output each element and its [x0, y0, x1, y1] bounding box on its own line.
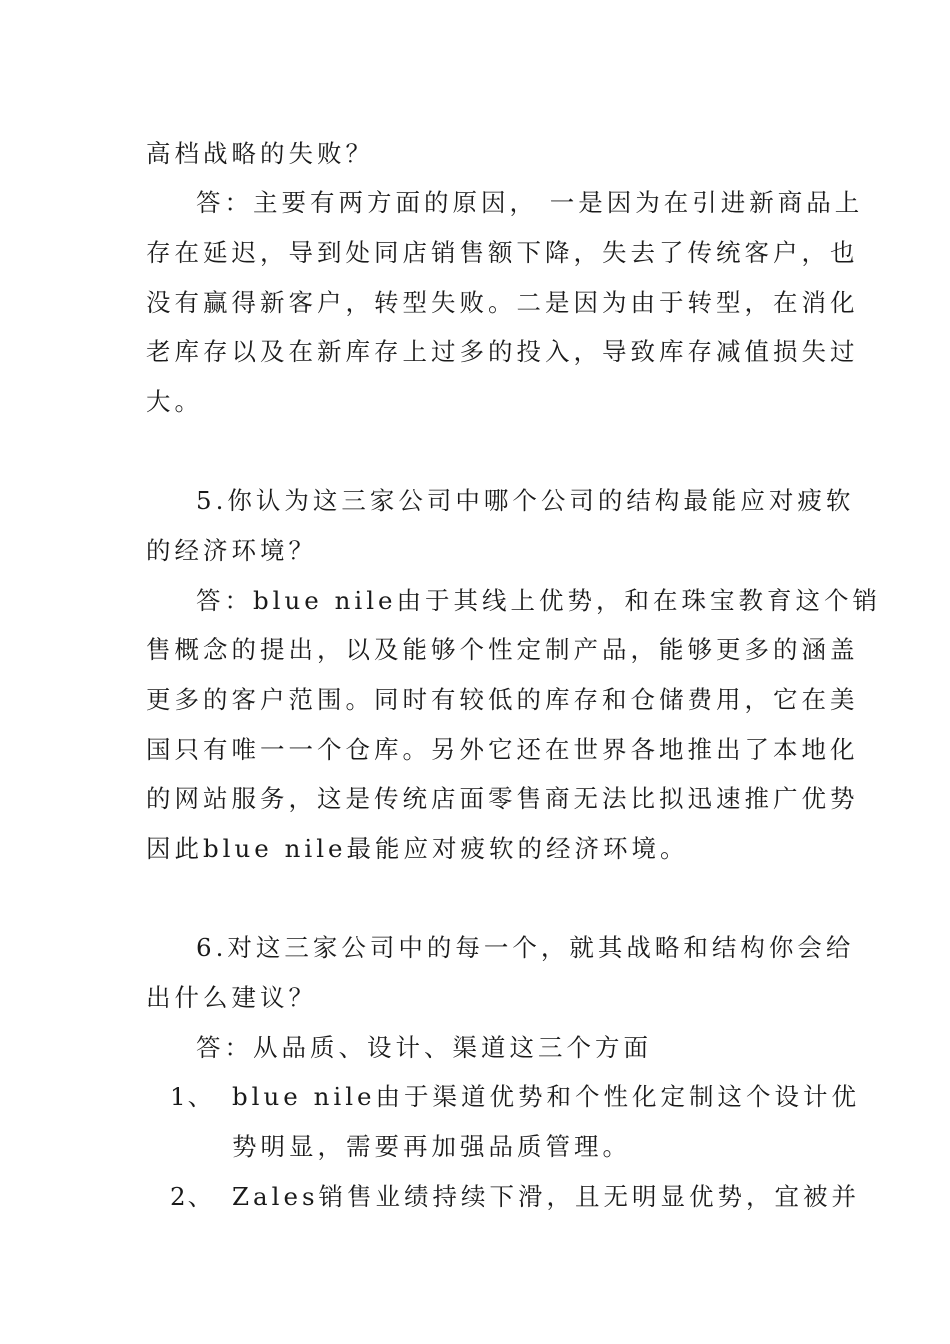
list-item-line: blue nile由于渠道优势和个性化定制这个设计优	[232, 1082, 861, 1111]
list-item-number: 2、	[170, 1182, 215, 1211]
list-item-number: 1、	[170, 1082, 215, 1111]
list-item-line: Zales销售业绩持续下滑，且无明显优势，宜被并	[232, 1182, 861, 1211]
answer-4-line: 大。	[146, 387, 203, 416]
answer-4-line: 没有赢得新客户，转型失败。二是因为由于转型，在消化	[146, 288, 859, 317]
answer-5-line: 售概念的提出，以及能够个性定制产品，能够更多的涵盖	[146, 635, 859, 664]
question-4-tail: 高档战略的失败？	[146, 139, 374, 168]
answer-4-line: 存在延迟，导到处同店销售额下降，失去了传统客户，也	[146, 238, 859, 267]
answer-4-line: 答：主要有两方面的原因， 一是因为在引进新商品上	[196, 188, 864, 217]
answer-6-intro: 答：从品质、设计、渠道这三个方面	[196, 1033, 652, 1062]
question-5-line: 的经济环境？	[146, 536, 317, 565]
question-6-line: 6.对这三家公司中的每一个，就其战略和结构你会给	[196, 933, 855, 962]
answer-5-line: 答：blue nile由于其线上优势，和在珠宝教育这个销	[196, 586, 882, 615]
question-6-line: 出什么建议？	[146, 983, 317, 1012]
answer-5-line: 国只有唯一一个仓库。另外它还在世界各地推出了本地化	[146, 735, 859, 764]
answer-5-line: 因此blue nile最能应对疲软的经济环境。	[146, 834, 689, 863]
answer-5-line: 更多的客户范围。同时有较低的库存和仓储费用，它在美	[146, 685, 859, 714]
question-5-line: 5.你认为这三家公司中哪个公司的结构最能应对疲软	[196, 486, 855, 515]
answer-5-line: 的网站服务，这是传统店面零售商无法比拟迅速推广优势	[146, 784, 859, 813]
answer-4-line: 老库存以及在新库存上过多的投入，导致库存减值损失过	[146, 337, 859, 366]
list-item-line: 势明显，需要再加强品质管理。	[232, 1132, 631, 1161]
